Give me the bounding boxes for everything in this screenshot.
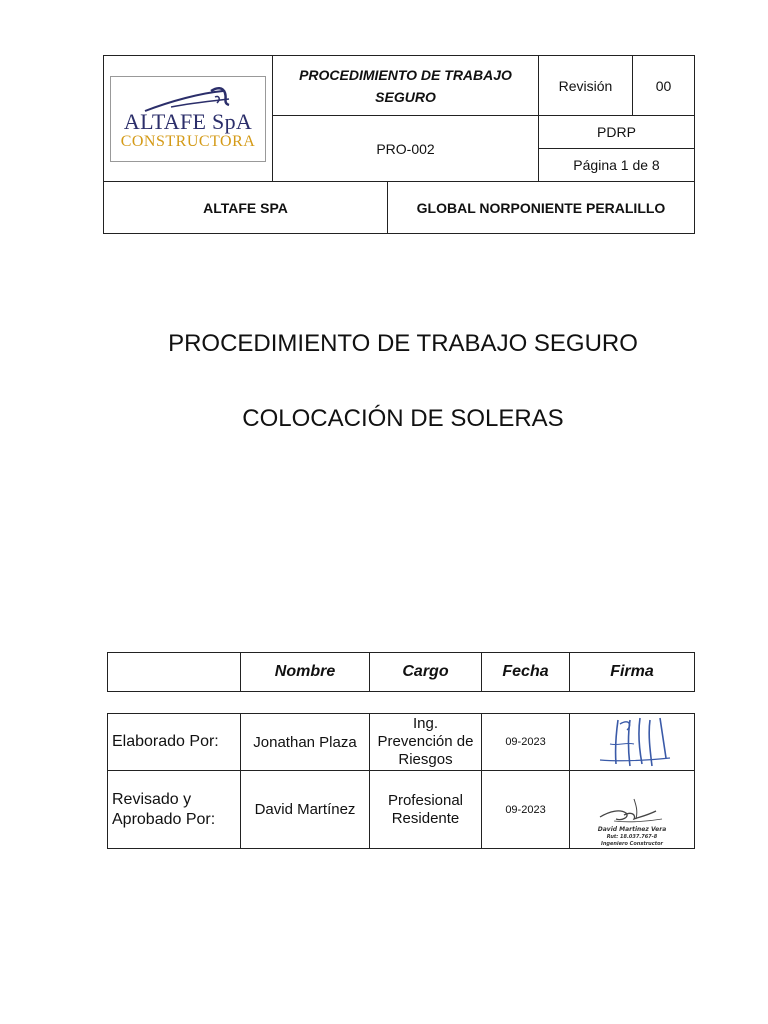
procedure-subject: COLOCACIÓN DE SOLERAS	[242, 405, 564, 432]
signature-table	[107, 713, 695, 849]
role-label: Revisado y Aprobado Por:	[108, 771, 241, 849]
position-line: Prevención de	[377, 733, 474, 750]
signer-position	[370, 771, 482, 849]
project-name: GLOBAL NORPONIENTE PERALILLO	[388, 182, 695, 234]
signature-cell	[570, 714, 695, 771]
column-header-firma: Firma	[570, 653, 695, 692]
logo-cell	[104, 56, 273, 182]
column-header-cargo: Cargo	[370, 653, 482, 692]
blank-header-cell	[108, 653, 241, 692]
signature-printed-rut: Rut: 18.037.767-8	[606, 834, 658, 840]
signature-printed-title: Ingeniero Constructor	[600, 841, 663, 847]
revision-label: Revisión	[539, 56, 633, 116]
signature-header-table	[107, 652, 695, 692]
logo-company-subtitle: CONSTRUCTORA	[120, 132, 256, 150]
doc-title-cell: PROCEDIMIENTO DE TRABAJO SEGURO	[273, 56, 539, 116]
project-code: PDRP	[539, 116, 695, 149]
position-line: Riesgos	[398, 751, 453, 768]
table-row	[108, 771, 695, 849]
position-line: Residente	[391, 809, 460, 827]
signer-position	[370, 714, 482, 771]
column-header-fecha: Fecha	[482, 653, 570, 692]
logo-company-name: ALTAFE SpA	[123, 108, 253, 134]
handwritten-signature	[570, 714, 695, 770]
procedure-title: PROCEDIMIENTO DE TRABAJO SEGURO	[168, 330, 638, 357]
signer-name: Jonathan Plaza	[241, 714, 370, 771]
position-line: Profesional	[387, 791, 464, 809]
company-name: ALTAFE SPA	[104, 182, 388, 234]
role-label: Elaborado Por:	[108, 714, 241, 771]
table-row	[108, 714, 695, 771]
revision-value: 00	[633, 56, 695, 116]
signer-name: David Martínez	[241, 771, 370, 849]
signature-cell	[570, 771, 695, 849]
signature-printed-name: David Martinez Vera	[597, 826, 667, 833]
column-header-nombre: Nombre	[241, 653, 370, 692]
doc-code: PRO-002	[273, 116, 539, 182]
signature-date: 09-2023	[482, 771, 570, 849]
page-number: Página 1 de 8	[539, 149, 695, 182]
signature-date: 09-2023	[482, 714, 570, 771]
document-header-table	[103, 55, 695, 234]
company-logo	[110, 76, 266, 162]
position-line: Ing.	[412, 715, 439, 732]
